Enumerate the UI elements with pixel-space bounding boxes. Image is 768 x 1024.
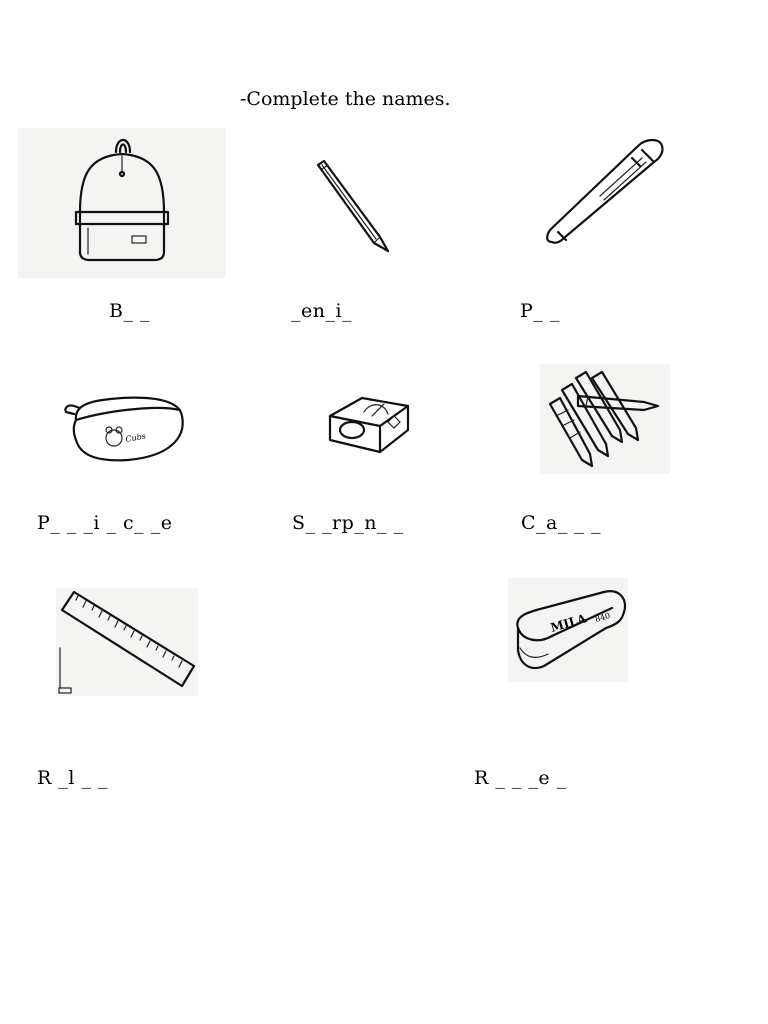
pencil-case-brand: Cubs: [124, 431, 147, 444]
word-blank-pencil-case: P_ _ _i _ c_ _e: [37, 512, 173, 534]
eraser-number: 840: [594, 611, 612, 624]
pencil-case-icon: [62, 386, 186, 466]
pen-icon: [538, 132, 668, 250]
word-blank-rubber: R _ _ _e _: [474, 767, 567, 789]
word-blank-bag: B_ _: [109, 300, 151, 322]
word-blank-pencil: _en_i_: [291, 300, 353, 322]
worksheet-instruction: -Complete the names.: [240, 88, 451, 110]
pencil-icon: [300, 155, 400, 255]
eraser-brand: MILA: [548, 611, 589, 635]
word-blank-sharpener: S_ _rp_n_ _: [292, 512, 404, 534]
word-blank-crayons: C_a_ _ _: [521, 512, 601, 534]
sharpener-icon: [322, 386, 414, 458]
word-blank-ruler: R _l _ _: [37, 767, 109, 789]
ruler-icon: [56, 588, 198, 696]
eraser-icon: [508, 578, 628, 682]
backpack-icon: [18, 128, 226, 278]
word-blank-pen: P_ _: [520, 300, 560, 322]
crayons-icon: [540, 364, 670, 474]
